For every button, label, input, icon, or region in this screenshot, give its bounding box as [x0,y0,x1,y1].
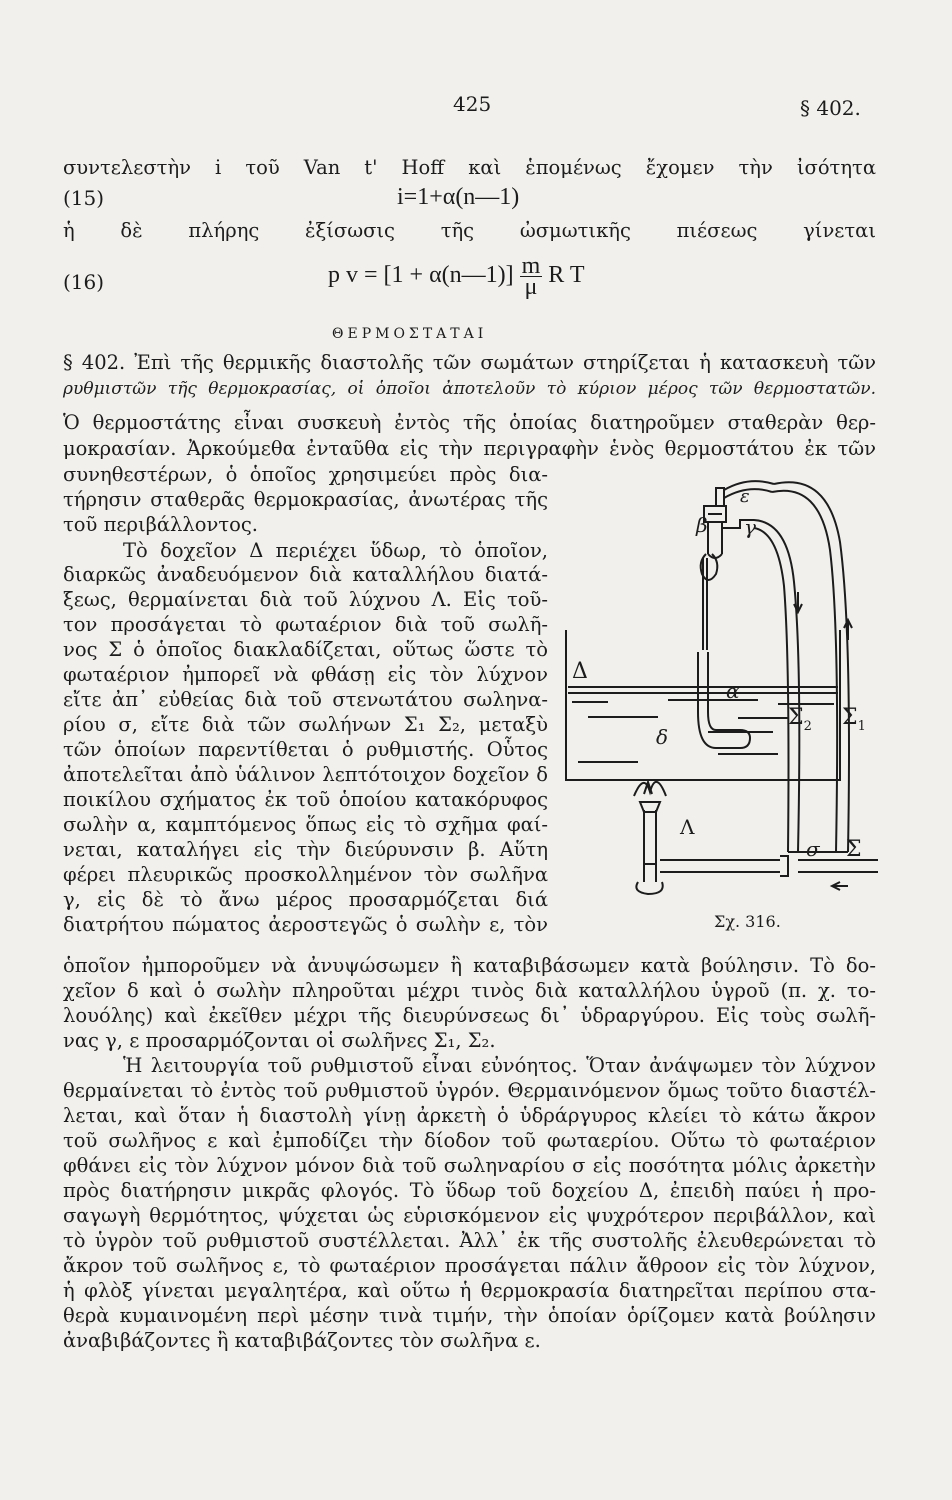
text-line: φέρει πλευρικῶς προσκολλημένον τὸν σωλῆνα [63,863,548,886]
text-line: ξεως, θερμαίνεται διὰ τοῦ λύχνου Λ. Εἰς τοῦ- [63,588,548,611]
intro-line: συντελεστὴν i τοῦ Van t' Hoff καὶ ἑπομένως ἔχομεν τὴν ἰσότητα [63,156,876,179]
label-alpha: α [726,679,740,703]
text-line: εἴτε ἀπ᾽ εὐθείας διὰ τοῦ στενωτάτου σωληνα- [63,688,548,711]
text-line: τὸ ὑγρὸν τοῦ ρυθμιστοῦ συστέλλεται. Ἀλλ᾽ ἐκ τῆς συστολῆς ἐλευθερώνεται τὸ [63,1229,876,1252]
text-line: τοῦ περιβάλλοντος. [63,513,259,536]
figure-caption: Σχ. 316. [714,912,781,931]
text-line: Ὁ θερμοστάτης εἶναι συσκευὴ ἐντὸς τῆς ὁποίας διατηροῦμεν σταθερὰν θερ- [63,411,876,434]
text-line: συνηθεστέρων, ὁ ὁποῖος χρησιμεύει πρὸς δια- [63,463,548,486]
eq-intro-line: ἡ δὲ πλήρης ἐξίσωσις τῆς ὠσμωτικῆς πιέσεως γίνεται [63,219,876,242]
text-line: διαρκῶς ἀναδευόμενον διὰ καταλλήλου διατά- [63,563,548,586]
text-line: νος Σ ὁ ὁποῖος διακλαδίζεται, οὕτως ὥστε τὸ [63,638,548,661]
label-sigma1-letter: Σ [842,705,858,730]
text-line: τον προσάγεται τὸ φωταέριον διὰ τοῦ σωλῆ- [63,613,548,636]
eq15-number: (15) [63,186,105,210]
label-small-sigma: σ [806,837,820,861]
text-line: μοκρασίαν. Ἀρκούμεθα ἐνταῦθα εἰς τὴν περιγραφὴν ἑνὸς θερμοστάτου ἐκ τῶν [63,437,876,460]
label-epsilon: ε [740,486,750,507]
label-small-delta: δ [656,725,669,749]
label-sigma2-sub: 2 [803,719,812,734]
text-line: § 402. Ἐπὶ τῆς θερμικῆς διαστολῆς τῶν σωμάτων στηρίζεται ἡ κατασκευὴ τῶν [63,351,876,374]
thermostat-figure [548,462,888,932]
section-title: ΘΕΡΜΟΣΤΑΤΑΙ [332,326,488,342]
text-line: ἀποτελεῖται ἀπὸ ὑάλινον λεπτότοιχον δοχεῖον δ [63,763,548,786]
text-line: ρίου σ, εἴτε διὰ τῶν σωλήνων Σ₁ Σ₂, μεταξὺ [63,713,548,736]
label-gamma: γ [744,515,756,539]
label-beta: β [696,513,708,537]
eq16-fraction [520,253,543,300]
text-line: θερὰ κυμαινομένη περὶ μέσην τινὰ τιμήν, τὴν ὁποίαν ὁρίζομεν κατὰ βούλησιν [63,1304,876,1327]
text-line: πρὸς διατήρησιν μικρᾶς φλογός. Τὸ ὕδωρ τοῦ δοχείου Δ, ἐπειδὴ παύει ἡ προ- [63,1179,876,1202]
label-sigma2-letter: Σ [788,705,804,730]
label-sigma1-sub: 1 [857,719,866,734]
label-delta: Δ [572,659,588,684]
text-line: τήρησιν σταθερᾶς θερμοκρασίας, ἀνωτέρας τῆς [63,488,548,511]
text-line: Ἡ λειτουργία τοῦ ρυθμιστοῦ εἶναι εὐνόητος. Ὅταν ἀνάψωμεν τὸν λύχνον [123,1054,876,1077]
label-sigma2 [788,705,812,734]
text-line: νεται, καταλήγει εἰς τὴν διεύρυνσιν β. Αὕτη [63,838,548,861]
text-line: νας γ, ε προσαρμόζονται οἱ σωλῆνες Σ₁, Σ₂. [63,1029,496,1052]
text-line: φθάνει εἰς τὸν λύχνον μόνον διὰ τοῦ σωληναρίου σ εἰς ποσότητα μόλις ἀρκετὴν [63,1154,876,1177]
text-line: σαγωγὴ θερμότητος, ψύχεται ὡς εὑρισκόμενον εἰς ψυχρότερον περιβάλλον, καὶ [63,1204,876,1227]
eq16-rhs: R T [548,262,585,289]
text-line: σωλὴν α, καμπτόμενος ὅπως εἰς τὸ σχῆμα φαί- [63,813,548,836]
eq16-formula [328,253,585,300]
text-line: λεται, καὶ ὅταν ἡ διαστολὴ γίνῃ ἀρκετὴ ὁ ὑδράργυρος κλείει τὸ κάτω ἄκρον [63,1104,876,1127]
text-line: τοῦ σωλῆνος ε καὶ ἐμποδίζει τὴν δίοδον τοῦ φωταερίου. Οὕτω τὸ φωταέριον [63,1129,876,1152]
text-line: Τὸ δοχεῖον Δ περιέχει ὕδωρ, τὸ ὁποῖον, [123,539,548,562]
eq16-frac-den: μ [524,274,538,300]
text-line: τῶν ὁποίων παρεντίθεται ὁ ρυθμιστής. Οὗτος [63,738,548,761]
eq16-number: (16) [63,270,105,294]
text-line: ἀναβιβάζοντες ἢ καταβιβάζοντες τὸν σωλῆνα ε. [63,1329,541,1352]
text-line: θερμαίνεται τὸ ἐντὸς τοῦ ρυθμιστοῦ ὑγρόν. Θερμαινόμενον ὅμως τοῦτο διαστέλ- [63,1079,876,1102]
text-line: ποικίλου σχήματος ἐκ τοῦ ὁποίου κατακόρυφος [63,788,548,811]
text-line: ἄκρον τοῦ σωλῆνος ε, τὸ φωταέριον προσάγεται πάλιν ἄθροον εἰς τὸν λύχνον, [63,1254,876,1277]
text-line: διατρήτου πώματος ἀεροστεγῶς ὁ σωλὴν ε, τὸν [63,913,548,936]
text-line: γ, εἰς δὲ τὸ ἄνω μέρος προσαρμόζεται διά [63,888,548,911]
label-sigma1 [842,705,866,734]
text-line: λουόλης) καὶ ἐκεῖθεν μέχρι τῆς διευρύνσεως δι᾽ ὑδραργύρου. Εἰς τοὺς σωλῆ- [63,1004,876,1027]
text-line: ἡ φλὸξ γίνεται μεγαλητέρα, καὶ οὕτω ἡ θερμοκρασία διατηρεῖται περίπου στα- [63,1279,876,1302]
text-line: ὁποῖον ἠμποροῦμεν νὰ ἀνυψώσωμεν ἢ καταβιβάσωμεν κατὰ βούλησιν. Τὸ δο- [63,954,876,977]
text-line: χεῖον δ καὶ ὁ σωλὴν πληροῦται μέχρι τινὸς διὰ καταλλήλου ὑγροῦ (π. χ. το- [63,979,876,1002]
page-number: 425 [453,92,492,116]
eq16-frac-num: m [521,253,541,279]
label-lambda: Λ [680,815,695,839]
section-number: § 402. [800,96,861,120]
eq15-formula: i=1+α(n—1) [397,184,520,210]
text-line: φωταέριον ἠμπορεῖ νὰ φθάσῃ εἰς τὸν λύχνον [63,663,548,686]
label-sigma: Σ [846,837,862,862]
eq16-lhs: p v = [1 + α(n—1)] [328,262,514,289]
text-line: ρυθμιστῶν τῆς θερμοκρασίας, οἱ ὁποῖοι ἀποτελοῦν τὸ κύριον μέρος τῶν θερμοστατῶν. [63,379,876,399]
